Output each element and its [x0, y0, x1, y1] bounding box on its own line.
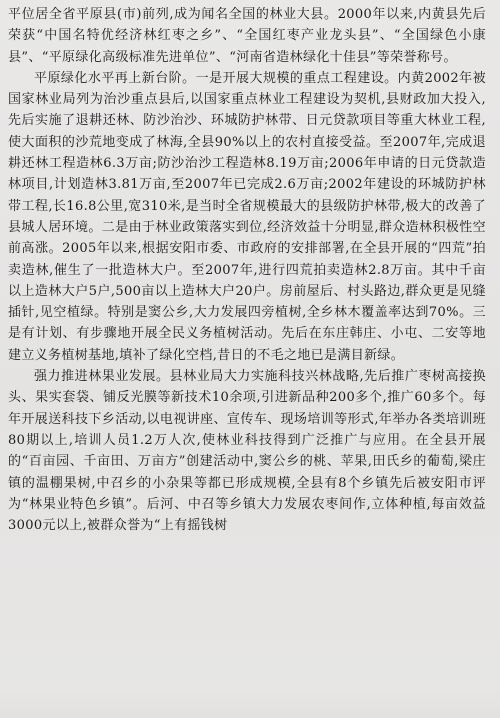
- paragraph-1: 平位居全省平原县(市)前列,成为闻名全国的林业大县。2000年以来,内黄县先后荣获“中国名特优经济林红枣之乡”、“全国红枣产业龙头县”、“全国绿色小康县”、“平原绿化高级标准先进单位”、“河南省造林绿化十佳县”等荣誉称号。: [8, 7, 486, 65]
- scan-shadow: [0, 688, 500, 718]
- paragraph-3: 强力推进林果业发展。县林业局大力实施科技兴林战略,先后推广枣树高接换头、果实套袋、铺反光膜等新技术10余项,引进新品种200多个,推广60多个。每年开展送科技下乡活动,以电视讲座、宣传车、现场培训等形式,年举办各类培训班80期以上,培训人员1.2万人次,使林业科技得到广泛推广与应用。在全县开展的“百亩园、千亩田、万亩方”创建活动中,窦公乡的桃、苹果,田氏乡的葡萄,梁庄镇的温棚果树,中召乡的小杂果等都已形成规模,全县有8个乡镇先后被安阳市评为“林果业特色乡镇”。后河、中召等乡镇大力发展农枣间作,立体种植,每亩效益3000元以上,被群众誉为“上有摇钱树: [8, 369, 486, 534]
- paragraph-2: 平原绿化水平再上新台阶。一是开展大规模的重点工程建设。内黄2002年被国家林业局列为治沙重点县后,以国家重点林业工程建设为契机,县财政加大投入,先后实施了退耕还林、防沙治沙、环城防护林带、日元贷款项目等重大林业工程,使大面积的沙荒地变成了林海,全县90%以上的农村直接受益。至2007年,完成退耕还林工程造林6.3万亩;防沙治沙工程造林8.19万亩;2006年申请的日元贷款造林项目,计划造林3.81万亩,至2007年已完成2.6万亩;2002年建设的环城防护林带工程,长16.8公里,宽310米,是当时全省规模最大的县级防护林带,极大的改善了县城人居环境。二是由于林业政策落实到位,经济效益十分明显,群众造林积极性空前高涨。2005年以来,根据安阳市委、市政府的安排部署,在全县开展的“四荒”拍卖造林,催生了一批造林大户。至2007年,进行四荒拍卖造林2.8万亩。其中千亩以上造林大户5户,500亩以上造林大户20户。房前屋后、村头路边,群众更是见缝插针,见空植绿。特别是窦公乡,大力发展四旁植树,全乡林木覆盖率达到70%。三是有计划、有步骤地开展全民义务植树活动。先后在东庄韩庄、小屯、二安等地建立义务植树基地,填补了绿化空档,昔日的不毛之地已是满目新绿。: [8, 70, 486, 363]
